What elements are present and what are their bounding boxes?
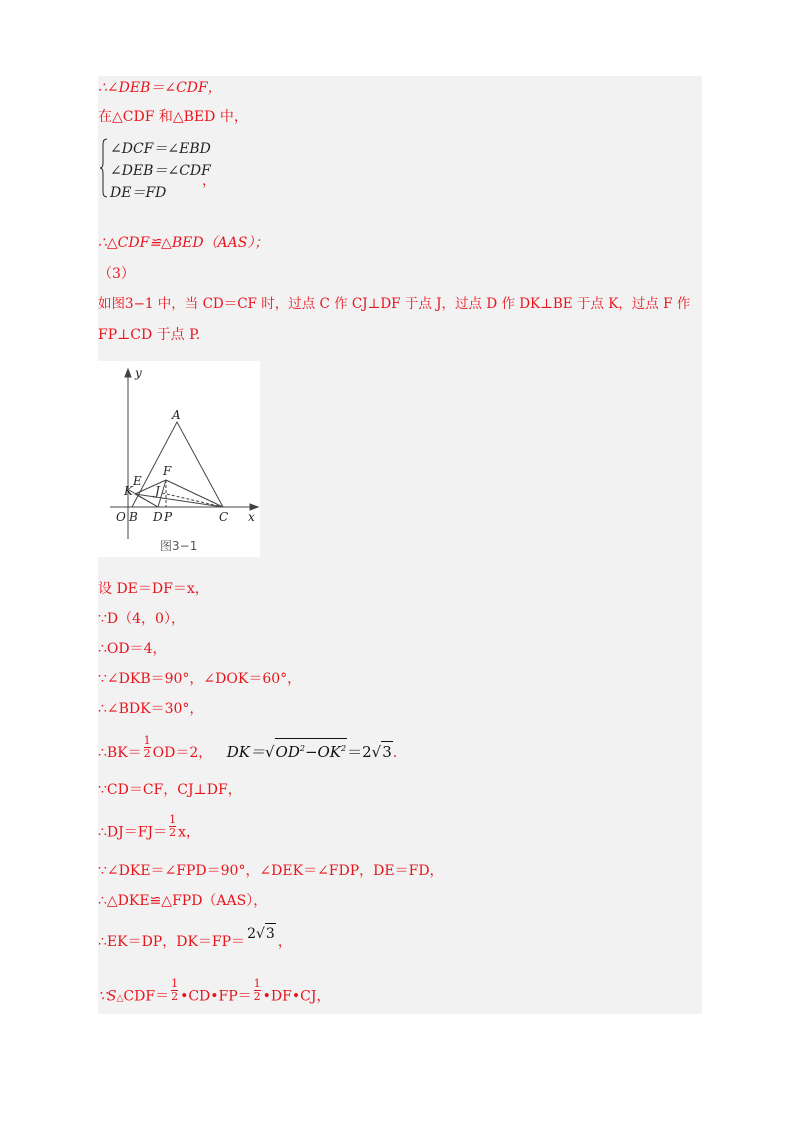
label-d: D <box>153 510 163 524</box>
text-line-3: ∴△CDF≌△BED（AAS）； <box>98 235 269 251</box>
label-c: C <box>219 510 229 524</box>
label-p: P <box>164 510 173 524</box>
text-line-6: FP⊥CD 于点 P. <box>98 327 201 343</box>
text-line-13: ∵CD＝CF，CJ⊥DF， <box>98 782 242 798</box>
equation-system <box>100 136 220 202</box>
text-line-10: ∵∠DKB＝90°，∠DOK＝60°， <box>98 671 302 687</box>
system-row-3: DE＝FD <box>110 185 167 201</box>
text-line-7: 设 DE＝DF＝x， <box>98 581 209 597</box>
period: . <box>392 745 398 761</box>
segment-cj <box>162 493 223 507</box>
text-line-8: ∵D（4，0）， <box>98 611 185 627</box>
label-j: J <box>155 484 160 498</box>
text-line-5: 如图3−1 中，当 CD＝CF 时，过点 C 作 CJ⊥DF 于点 J，过点 D 作 DK⊥BE 于点 K，过点 F 作 <box>98 296 691 312</box>
fraction-half: $\frac{1}{2}$ <box>171 977 179 1003</box>
bk-text: ∴BK＝ <box>98 745 142 761</box>
fraction-half: $\frac{1}{2}$ <box>143 733 151 760</box>
dk-formula: $DK=√OD^2-OK^2=2√3$ <box>227 743 393 761</box>
label-k: K <box>124 484 133 498</box>
text-line-11: ∴∠BDK＝30°， <box>98 701 204 717</box>
geometry-diagram <box>98 361 260 557</box>
text-line-1: ∴∠DEB＝∠CDF， <box>98 80 222 96</box>
fraction-half: $\frac{1}{2}$ <box>253 977 261 1003</box>
triangle-abc <box>132 422 223 507</box>
brace-icon <box>100 138 108 198</box>
figure-caption: 图3−1 <box>160 539 198 553</box>
label-o: O <box>116 510 126 524</box>
label-e: E <box>133 474 142 488</box>
text-line-4: （3） <box>98 266 135 282</box>
label-b: B <box>129 510 138 524</box>
text-line-14: ∴DJ＝FJ＝ $\frac{1}{2}$ x， <box>98 813 200 841</box>
system-comma: ， <box>202 173 216 189</box>
y-axis-arrow <box>125 369 131 377</box>
label-a: A <box>172 408 181 422</box>
text-line-17: ∴EK＝DP，DK＝FP＝ 2√3 ， <box>98 931 292 952</box>
system-row-2: ∠DEB＝∠CDF <box>110 163 211 179</box>
text-line-12 <box>98 733 398 766</box>
text-line-15: ∵∠DKE＝∠FPD＝90°，∠DEK＝∠FDP，DE＝FD， <box>98 863 444 879</box>
two-root-three: 2√3 <box>247 926 276 942</box>
figure-3-1 <box>98 361 260 557</box>
system-row-1: ∠DCF＝∠EBD <box>110 141 211 157</box>
text-line-2: 在△CDF 和△BED 中， <box>98 109 248 125</box>
text-line-16: ∴△DKE≌△FPD（AAS）， <box>98 893 268 909</box>
label-x: x <box>248 510 255 524</box>
label-f: F <box>163 464 172 478</box>
fraction-half: $\frac{1}{2}$ <box>169 813 177 839</box>
od-text: OD＝2， <box>152 745 213 761</box>
text-line-18: ∵S△CDF＝ $\frac{1}{2}$ •CD•FP＝ $\frac{1}{2}$ •DF•CJ， <box>98 977 331 1005</box>
label-y: y <box>135 366 142 380</box>
text-line-9: ∴OD＝4， <box>98 641 167 657</box>
